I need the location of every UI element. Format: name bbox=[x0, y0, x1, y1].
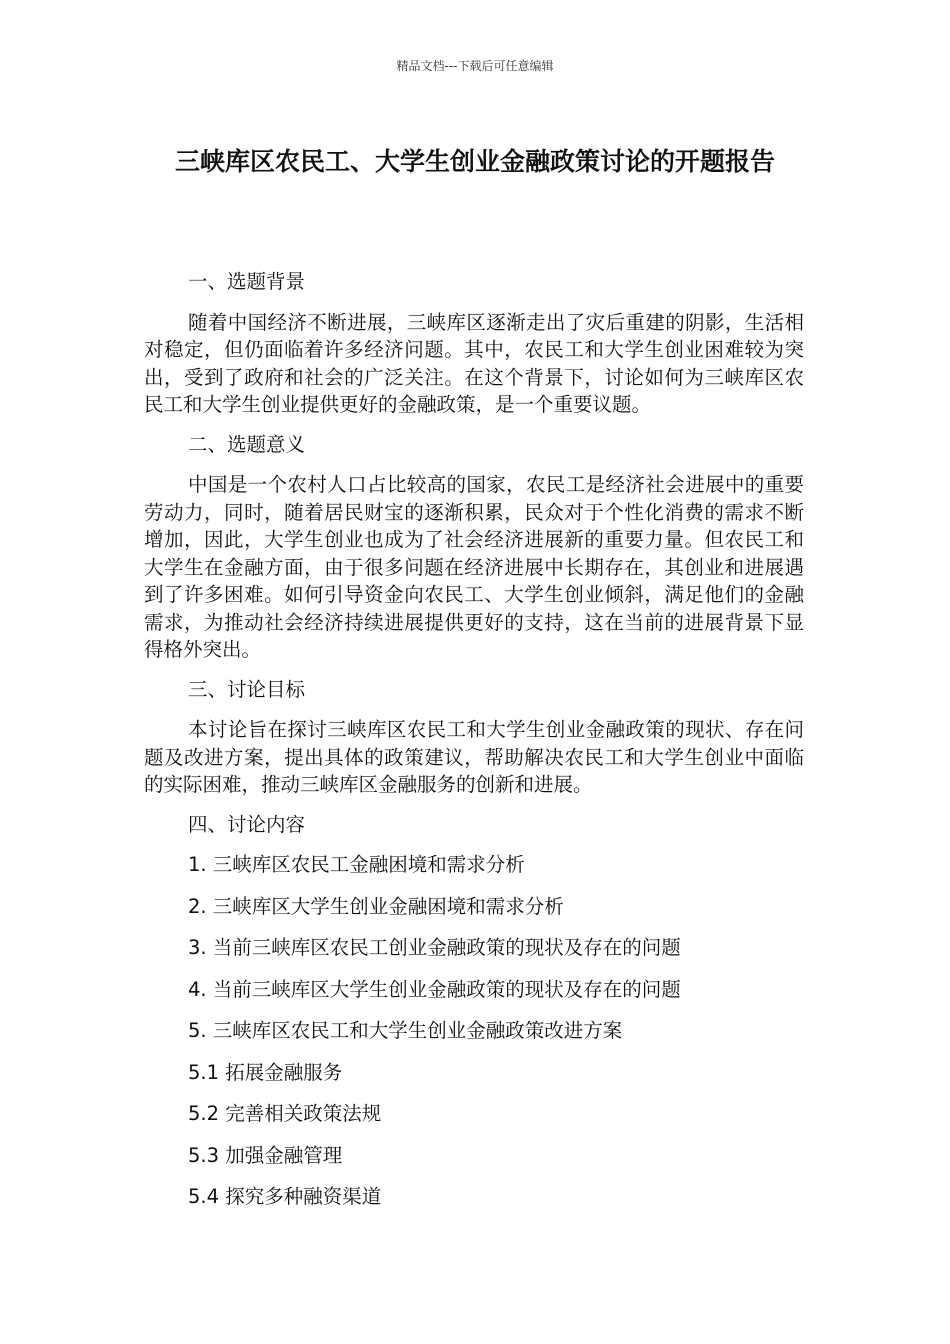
section-paragraph-objectives: 本讨论旨在探讨三峡库区农民工和大学生创业金融政策的现状、存在问题及改进方案，提出具体的政策建议，帮助解决农民工和大学生创业中面临的实际困难，推动三峡库区金融服务的创新和进展。 bbox=[144, 718, 804, 796]
section-paragraph-background: 随着中国经济不断进展，三峡库区逐渐走出了灾后重建的阴影，生活相对稳定，但仍面临着许多经济问题。其中，农民工和大学生创业困难较为突出，受到了政府和社会的广泛关注。在这个背景下，讨论如何为三峡库区农民工和大学生创业提供更好的金融政策，是一个重要议题。 bbox=[144, 310, 804, 416]
header-note: 精品文档---下载后可任意编辑 bbox=[396, 59, 554, 73]
list-item: 5.3 加强金融管理 bbox=[188, 1143, 343, 1167]
list-item: 5.4 探究多种融资渠道 bbox=[188, 1185, 382, 1208]
list-item: 3. 当前三峡库区农民工创业金融政策的现状及存在的问题 bbox=[188, 936, 681, 959]
section-heading-objectives: 三、讨论目标 bbox=[188, 677, 306, 701]
section-heading-background: 一、选题背景 bbox=[188, 270, 306, 293]
list-item: 2. 三峡库区大学生创业金融困境和需求分析 bbox=[188, 894, 564, 918]
document-title: 三峡库区农民工、大学生创业金融政策讨论的开题报告 bbox=[174, 147, 775, 176]
list-item: 4. 当前三峡库区大学生创业金融政策的现状及存在的问题 bbox=[188, 977, 681, 1001]
section-heading-significance: 二、选题意义 bbox=[188, 432, 306, 456]
list-item: 5.1 拓展金融服务 bbox=[188, 1060, 343, 1084]
list-item: 1. 三峡库区农民工金融困境和需求分析 bbox=[188, 853, 525, 876]
section-heading-content: 四、讨论内容 bbox=[188, 812, 306, 836]
document-body bbox=[144, 268, 804, 1225]
section-paragraph-significance: 中国是一个农村人口占比较高的国家，农民工是经济社会进展中的重要劳动力，同时，随着居民财宝的逐渐积累，民众对于个性化消费的需求不断增加，因此，大学生创业也成为了社会经济进展新的重要力量。但农民工和大学生在金融方面，由于很多问题在经济进展中长期存在，其创业和进展遇到了许多困难。如何引导资金向农民工、大学生创业倾斜，满足他们的金融需求，为推动社会经济持续进展提供更好的支持，这在当前的进展背景下显得格外突出。 bbox=[144, 473, 804, 661]
list-item: 5. 三峡库区农民工和大学生创业金融政策改进方案 bbox=[188, 1019, 623, 1042]
list-item: 5.2 完善相关政策法规 bbox=[188, 1102, 382, 1125]
